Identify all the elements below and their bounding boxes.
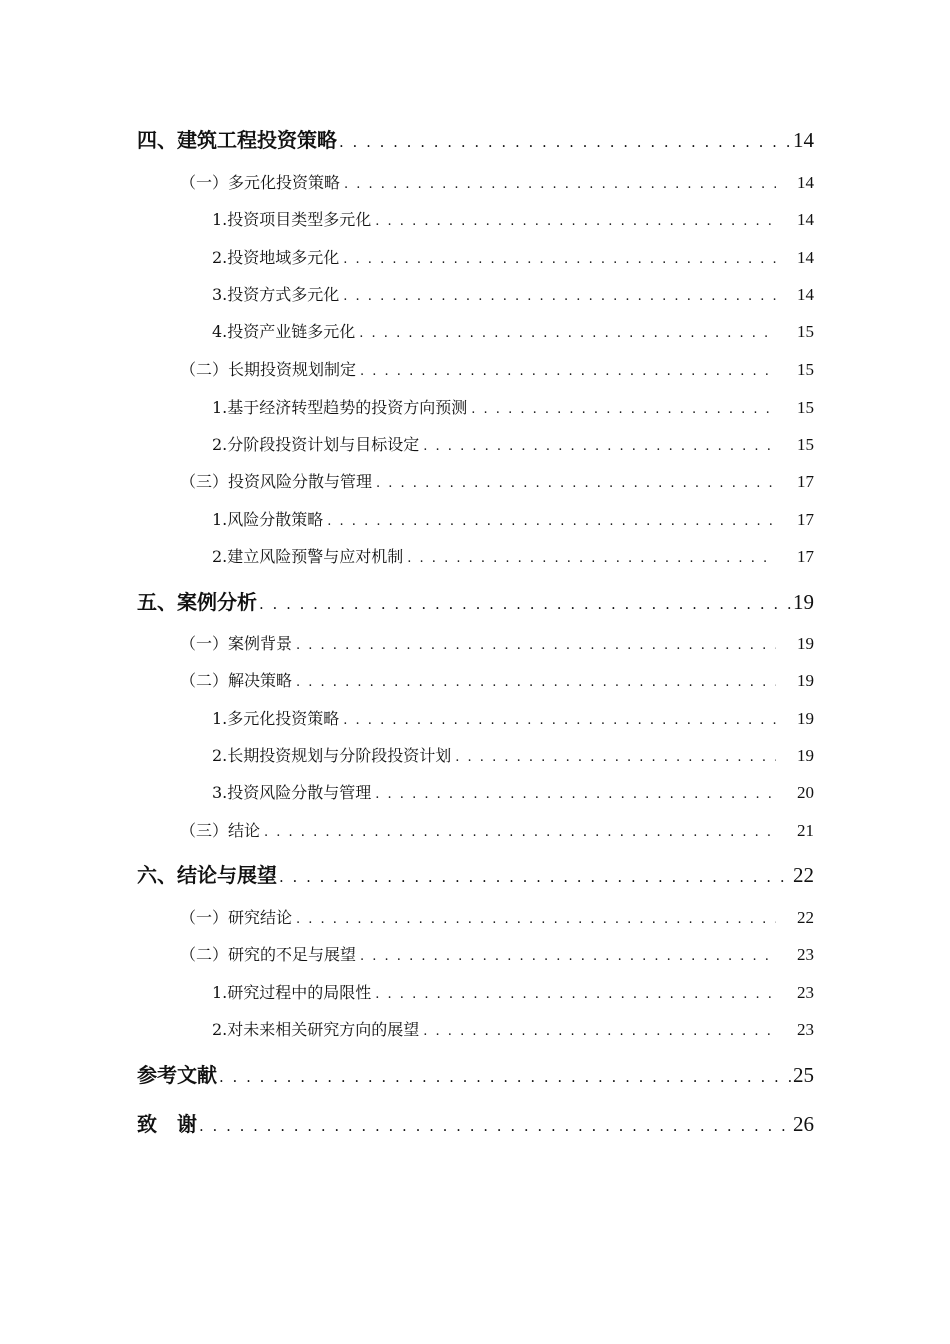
toc-entry-title: 致 谢 (137, 1112, 197, 1136)
toc-entry-title: 1.基于经济转型趋势的投资方向预测 (212, 398, 468, 417)
toc-entry-title: 2.建立风险预警与应对机制 (212, 547, 404, 566)
toc-page-number: 23 (797, 983, 814, 1002)
toc-entry-title: （一）案例背景 (180, 634, 293, 653)
toc-entry-title: 2.长期投资规划与分阶段投资计划 (212, 746, 452, 765)
toc-leader-dots (375, 987, 776, 1002)
toc-page-number: 19 (797, 634, 814, 653)
toc-leader-dots (423, 439, 776, 454)
toc-leader-dots (407, 551, 776, 566)
toc-leader-dots (375, 214, 776, 229)
toc-page-number: 15 (797, 398, 814, 417)
toc-entry[interactable] (0, 432, 950, 455)
toc-entry[interactable] (0, 1108, 950, 1137)
toc-entry[interactable] (0, 586, 950, 615)
toc-entry-title: 四、建筑工程投资策略 (137, 128, 337, 152)
toc-entry-title: 4.投资产业链多元化 (212, 322, 356, 341)
toc-leader-dots (219, 1068, 791, 1086)
toc-page-number: 19 (797, 746, 814, 765)
toc-page-number: 14 (797, 210, 814, 229)
toc-entry[interactable] (0, 706, 950, 729)
toc-page-number: 22 (793, 863, 814, 887)
toc-page-number: 19 (797, 709, 814, 728)
toc-entry[interactable] (0, 544, 950, 567)
toc-entry[interactable] (0, 780, 950, 803)
toc-page-number: 15 (797, 360, 814, 379)
toc-leader-dots (296, 912, 776, 927)
toc-page-number: 26 (793, 1112, 814, 1136)
toc-leader-dots (360, 364, 776, 379)
toc-page-number: 23 (797, 1020, 814, 1039)
toc-entry-title: （一）研究结论 (180, 908, 293, 927)
toc-page-number: 15 (797, 322, 814, 341)
toc-entry[interactable] (0, 469, 950, 492)
toc-entry[interactable] (0, 507, 950, 530)
toc-entry[interactable] (0, 818, 950, 841)
toc-leader-dots (343, 252, 776, 267)
toc-leader-dots (296, 638, 776, 653)
toc-page-number: 23 (797, 945, 814, 964)
toc-page-number: 21 (797, 821, 814, 840)
toc-page-number: 19 (797, 671, 814, 690)
toc-entry-title: （二）解决策略 (180, 671, 293, 690)
toc-entry-title: 3.投资方式多元化 (212, 285, 340, 304)
toc-entry[interactable] (0, 980, 950, 1003)
toc-entry[interactable] (0, 668, 950, 691)
toc-page-number: 14 (797, 285, 814, 304)
toc-page-number: 14 (797, 173, 814, 192)
toc-leader-dots (279, 868, 791, 886)
toc-entry[interactable] (0, 319, 950, 342)
toc-entry[interactable] (0, 631, 950, 654)
toc-page-number: 20 (797, 783, 814, 802)
toc-entry[interactable] (0, 859, 950, 888)
toc-entry-title: 3.投资风险分散与管理 (212, 783, 372, 802)
toc-entry[interactable] (0, 357, 950, 380)
toc-leader-dots (455, 750, 776, 765)
toc-leader-dots (259, 595, 791, 613)
toc-entry[interactable] (0, 905, 950, 928)
toc-entry-title: 1.投资项目类型多元化 (212, 210, 372, 229)
toc-leader-dots (376, 476, 776, 491)
toc-leader-dots (343, 289, 776, 304)
toc-leader-dots (344, 177, 776, 192)
toc-page-number: 19 (793, 590, 814, 614)
toc-entry[interactable] (0, 1017, 950, 1040)
toc-leader-dots (471, 402, 776, 417)
toc-entry-title: 2.对未来相关研究方向的展望 (212, 1020, 420, 1039)
toc-page-number: 17 (797, 547, 814, 566)
toc-entry[interactable] (0, 395, 950, 418)
toc-entry[interactable] (0, 124, 950, 153)
toc-entry-title: 1.风险分散策略 (212, 510, 324, 529)
toc-leader-dots (359, 326, 776, 341)
toc-entry-title: 2.分阶段投资计划与目标设定 (212, 435, 420, 454)
toc-leader-dots (375, 787, 776, 802)
toc-page-number: 22 (797, 908, 814, 927)
toc-page-number: 17 (797, 472, 814, 491)
toc-entry-title: 参考文献 (137, 1063, 217, 1087)
toc-entry[interactable] (0, 245, 950, 268)
toc-entry-title: （三）投资风险分散与管理 (180, 472, 373, 491)
toc-entry-title: 六、结论与展望 (137, 863, 277, 887)
toc-leader-dots (199, 1117, 791, 1135)
toc-leader-dots (296, 675, 776, 690)
toc-page-number: 25 (793, 1063, 814, 1087)
toc-entry-title: （三）结论 (180, 821, 261, 840)
toc-page-number: 15 (797, 435, 814, 454)
toc-entry-title: （一）多元化投资策略 (180, 173, 341, 192)
toc-entry-title: 五、案例分析 (137, 590, 257, 614)
toc-entry[interactable] (0, 207, 950, 230)
toc-entry[interactable] (0, 743, 950, 766)
toc-page-number: 17 (797, 510, 814, 529)
toc-entry-title: （二）研究的不足与展望 (180, 945, 357, 964)
toc-entry[interactable] (0, 282, 950, 305)
toc-entry[interactable] (0, 942, 950, 965)
toc-entry-title: 1.多元化投资策略 (212, 709, 340, 728)
toc-entry-title: 2.投资地域多元化 (212, 248, 340, 267)
toc-leader-dots (327, 514, 776, 529)
toc-leader-dots (343, 713, 776, 728)
toc-leader-dots (264, 825, 776, 840)
toc-entry[interactable] (0, 170, 950, 193)
toc-leader-dots (339, 133, 791, 151)
toc-leader-dots (423, 1024, 776, 1039)
toc-entry-title: （二）长期投资规划制定 (180, 360, 357, 379)
toc-entry-title: 1.研究过程中的局限性 (212, 983, 372, 1002)
toc-page-number: 14 (793, 128, 814, 152)
toc-page-number: 14 (797, 248, 814, 267)
toc-entry[interactable] (0, 1059, 950, 1088)
toc-leader-dots (360, 949, 776, 964)
